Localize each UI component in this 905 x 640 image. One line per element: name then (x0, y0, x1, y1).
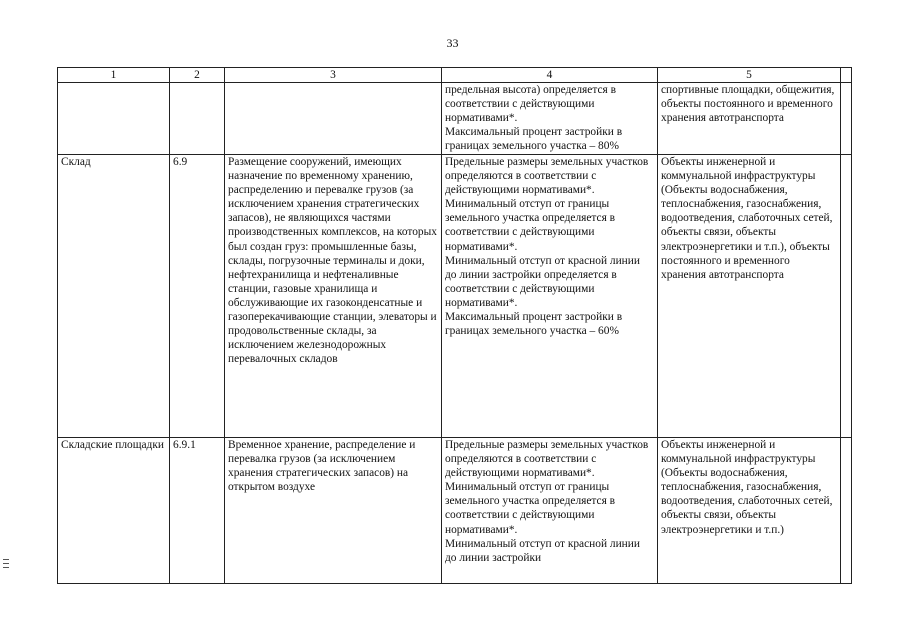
header-cell: 2 (170, 68, 225, 83)
use-description-cell: Размещение сооружений, имеющих назначение по временному хранению, распределению и перевалке грузов (за исключением хранения стратегических запасов), не являющихся частями производственных комплексов, на которых был создан груз: промышленные базы, склады, погрузочные терминалы и доки, нефтехранилища и нефтеналивные станции, газовые хранилища и обслуживающие их газоконденсатные и газоперекачивающие станции, элеваторы и продовольственные склады, за исключением железнодорожных перевалочных складов (225, 155, 442, 438)
parameters-cell: предельная высота) определяется в соответствии с действующими нормативами*. Максимальный процент застройки в границах земельного участка – 80% (442, 83, 658, 155)
use-name-cell: Склад (58, 155, 170, 438)
auxiliary-uses-cell: Объекты инженерной и коммунальной инфраструктуры (Объекты водоснабжения, теплоснабжения, газоснабжения, водоотведения, слаботочных сетей, объекты связи, объекты электроэнергетики и т.п.), объекты постоянного и временного хранения автотранспорта (658, 155, 841, 438)
parameters-cell: Предельные размеры земельных участков определяются в соответствии с действующими нормативами*. Минимальный отступ от границы земельного участка определяется в соответствии с действующими нормативами*. Минимальный отступ от красной линии до линии застройки определяется в соответствии с действующими нормативами*. Максимальный процент застройки в границах земельного участка – 60% (442, 155, 658, 438)
header-cell: 1 (58, 68, 170, 83)
auxiliary-uses-cell: спортивные площадки, общежития, объекты постоянного и временного хранения автотранспорта (658, 83, 841, 155)
use-description-cell: Временное хранение, распределение и перевалка грузов (за исключением хранения стратегических запасов) на открытом воздухе (225, 438, 442, 584)
page-number: 33 (446, 36, 459, 50)
auxiliary-uses-cell: Объекты инженерной и коммунальной инфраструктуры (Объекты водоснабжения, теплоснабжения, газоснабжения, водоотведения, слаботочных сетей, объекты связи, объекты электроэнергетики и т.п.) (658, 438, 841, 584)
table-row (58, 83, 852, 155)
header-cell: 4 (442, 68, 658, 83)
use-name-cell: Складские площадки (58, 438, 170, 584)
use-description-cell (225, 83, 442, 155)
header-cell: 3 (225, 68, 442, 83)
spacer-cell (841, 68, 852, 83)
table-row (58, 155, 852, 438)
use-code-cell: 6.9.1 (170, 438, 225, 584)
table-row (58, 438, 852, 584)
parameters-cell: Предельные размеры земельных участков определяются в соответствии с действующими нормативами*. Минимальный отступ от границы земельного участка определяется в соответствии с действующими нормативами*. Минимальный отступ от красной линии до линии застройки (442, 438, 658, 584)
spacer-cell (841, 83, 852, 155)
use-code-cell (170, 83, 225, 155)
spacer-cell (841, 155, 852, 438)
header-cell: 5 (658, 68, 841, 83)
binding-margin-mark (3, 556, 9, 571)
land-use-table (57, 67, 852, 584)
use-code-cell: 6.9 (170, 155, 225, 438)
header-row (58, 68, 852, 83)
use-name-cell (58, 83, 170, 155)
spacer-cell (841, 438, 852, 584)
